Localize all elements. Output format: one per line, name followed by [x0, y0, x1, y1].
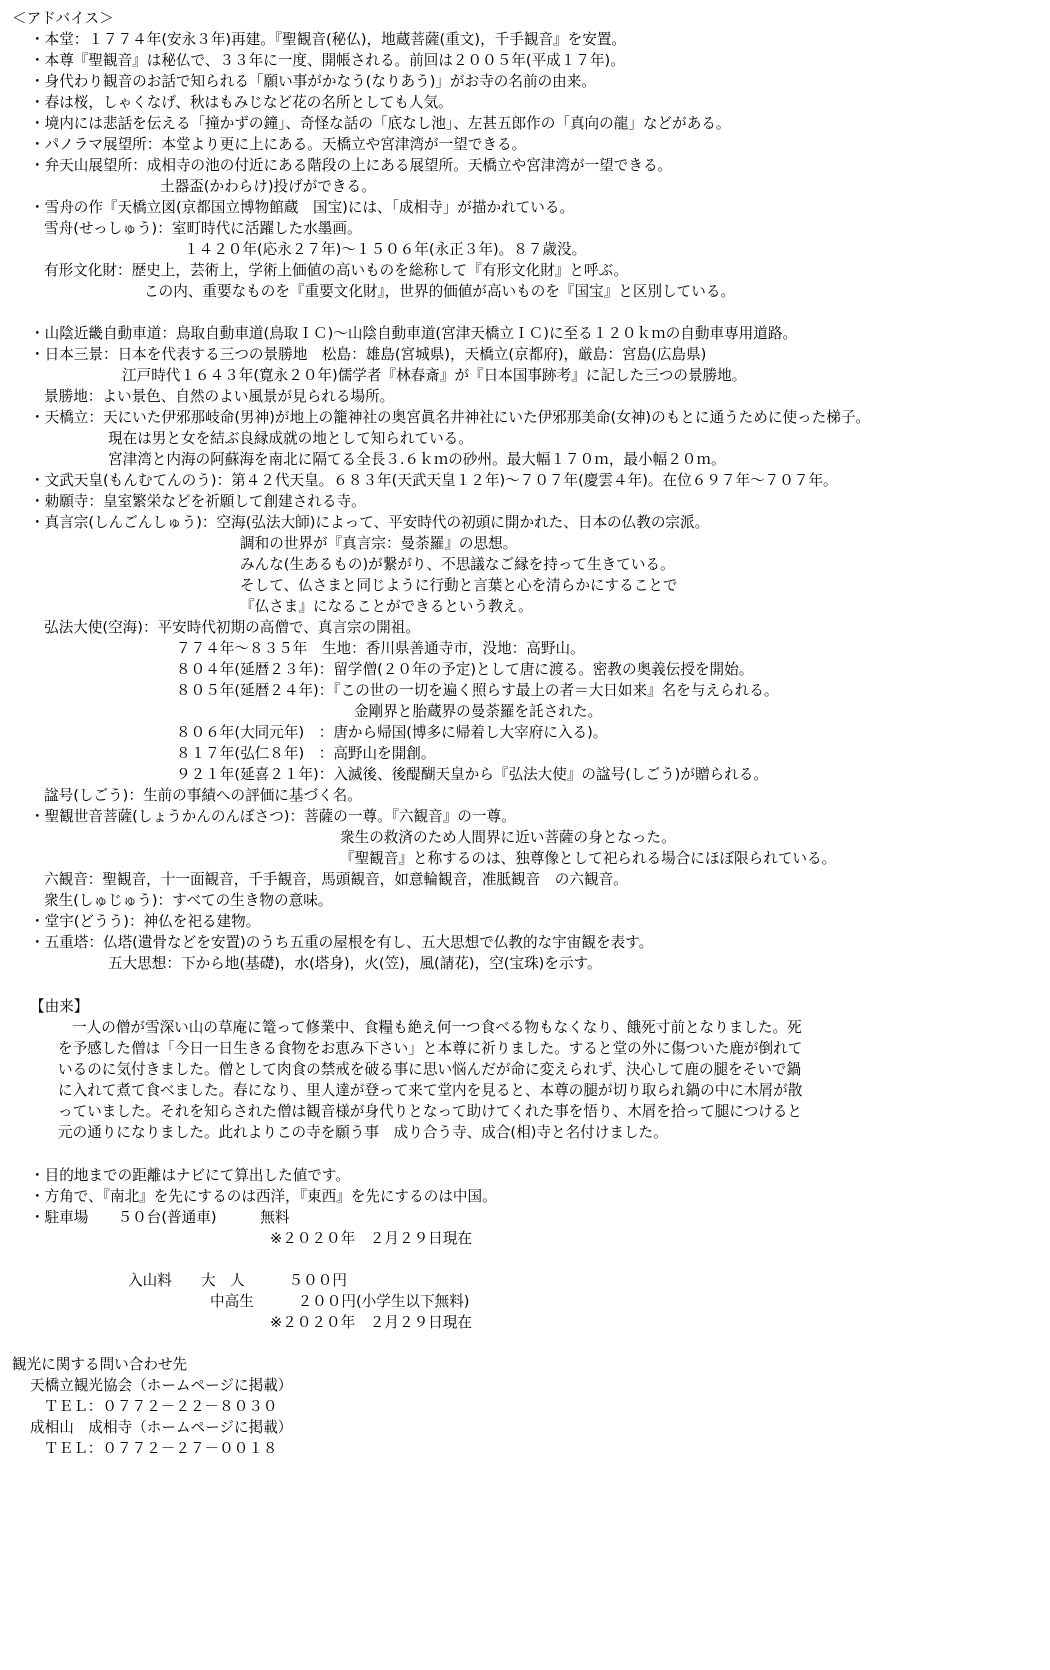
contact-heading: 観光に関する問い合わせ先	[12, 1356, 188, 1373]
advice-line: 諡号(しごう)：生前の事績への評価に基づく名。	[44, 787, 362, 804]
advice-line: ・身代わり観音のお話で知られる「願い事がかなう(なりあう)」がお寺の名前の由来。	[30, 73, 596, 90]
advice-line: ８０４年(延暦２３年)：留学僧(２０年の予定)として唐に渡る。密教の奥義伝授を開始。	[176, 661, 754, 678]
advice-line: ・パノラマ展望所：本堂より更に上にある。天橋立や宮津湾が一望できる。	[30, 136, 527, 153]
advice-line: 『聖観音』と称するのは、独尊像として祀られる場合にほぼ限られている。	[340, 850, 837, 867]
origin-line: を予感した僧は「今日一日生きる食物をお恵み下さい」と本尊に祈りました。すると堂の外に傷ついた鹿が倒れて	[58, 1040, 803, 1057]
advice-line: ・五重塔：仏塔(遺骨などを安置)のうち五重の屋根を有し、五大思想で仏教的な宇宙観を表す。	[30, 934, 654, 951]
advice-line: ・日本三景：日本を代表する三つの景勝地 松島：雄島(宮城県)，天橋立(京都府)，厳島：宮島(広島県)	[30, 346, 707, 363]
advice-line: みんな(生あるもの)が繋がり、不思議なご縁を持って生きている。	[240, 556, 675, 573]
advice-line: ７７４年～８３５年 生地：香川県善通寺市，没地：高野山。	[176, 640, 585, 657]
admission-adult-line: 入山料 大 人 ５００円	[128, 1272, 347, 1289]
advice-line: ・雪舟の作『天橋立図(京都国立博物館蔵 国宝)には、「成相寺」が描かれている。	[30, 199, 575, 216]
advice-line: 六観音：聖観音，十一面観音，千手観音，馬頭観音，如意輪観音，准胝観音 の六観音。	[44, 871, 628, 888]
advice-line: ８０６年(大同元年) ：唐から帰国(博多に帰着し大宰府に入る)。	[176, 724, 608, 741]
advice-line: ・天橋立：天にいた伊邪那岐命(男神)が地上の籠神社の奥宮眞名井神社にいた伊邪那美命(女神)のもとに通うために使った梯子。	[30, 409, 871, 426]
advice-line: 宮津湾と内海の阿蘇海を南北に隔てる全長３.６ｋｍの砂州。最大幅１７０ｍ，最小幅２０ｍ。	[108, 451, 726, 468]
origin-line: 元の通りになりました。此れよりこの寺を願う事 成り合う寺、成合(相)寺と名付けました。	[58, 1124, 668, 1141]
advice-line: ・本尊『聖観音』は秘仏で、３３年に一度、開帳される。前回は２００５年(平成１７年)。	[30, 52, 625, 69]
advice-line: ・文武天皇(もんむてんのう)：第４２代天皇。６８３年(天武天皇１２年)～７０７年(慶雲４年)。在位６９７年～７０７年。	[30, 472, 838, 489]
advice-line: 有形文化財：歴史上，芸術上，学術上価値の高いものを総称して『有形文化財』と呼ぶ。	[44, 262, 629, 279]
advice-line: 五大思想：下から地(基礎)，水(塔身)，火(笠)，風(請花)，空(宝珠)を示す。	[108, 955, 602, 972]
contact-phone: ＴＥＬ：０７７２－２７－００１８	[44, 1440, 278, 1457]
origin-line: 一人の僧が雪深い山の草庵に篭って修業中、食糧も絶え何一つ食べる物もなくなり、餓死寸前となりました。死	[72, 1019, 802, 1036]
contact-org: 天橋立観光協会（ホームページに掲載）	[30, 1377, 293, 1394]
advice-line: ８０５年(延暦２４年)：『この世の一切を遍く照らす最上の者＝大日如来』名を与えられる。	[176, 682, 779, 699]
advice-line: そして、仏さまと同じように行動と言葉と心を清らかにすることで	[240, 577, 678, 594]
parking-line: ・駐車場 ５０台(普通車) 無料	[30, 1209, 290, 1226]
contact-org: 成相山 成相寺（ホームページに掲載）	[30, 1419, 293, 1436]
advice-line: １４２０年(応永２７年)～１５０６年(永正３年)。８７歳没。	[184, 241, 587, 258]
contact-phone: ＴＥＬ：０７７２－２２－８０３０	[44, 1398, 278, 1415]
advice-line: 江戸時代１６４３年(寛永２０年)儒学者『林春斎』が『日本国事跡考』に記した三つの景勝地。	[122, 367, 747, 384]
advice-heading: ＜アドバイス＞	[12, 10, 114, 27]
advice-line: ・境内には悲話を伝える「撞かずの鐘」、奇怪な話の「底なし池」、左甚五郎作の「真向の龍」などがある。	[30, 115, 731, 132]
as-of-date: ※２０２０年 ２月２９日現在	[270, 1314, 472, 1331]
advice-line: 土器盃(かわらけ)投げができる。	[160, 178, 376, 195]
advice-line: 衆生(しゅじゅう)：すべての生き物の意味。	[44, 892, 333, 909]
advice-line: ・聖観世音菩薩(しょうかんのんぼさつ)：菩薩の一尊。『六観音』の一尊。	[30, 808, 516, 825]
advice-line: ・勅願寺：皇室繁栄などを祈願して創建される寺。	[30, 493, 366, 510]
advice-line: ・春は桜，しゃくなげ、秋はもみじなど花の名所としても人気。	[30, 94, 453, 111]
origin-line: っていました。それを知らされた僧は観音様が身代りとなって助けてくれた事を悟り、木屑を拾って腿につけると	[58, 1103, 802, 1120]
advice-line: 『仏さま』になることができるという教え。	[240, 598, 533, 615]
advice-line: 現在は男と女を結ぶ良縁成就の地として知られている。	[108, 430, 473, 447]
advice-line: ・弁天山展望所：成相寺の池の付近にある階段の上にある展望所。天橋立や宮津湾が一望できる。	[30, 157, 673, 174]
advice-line: ８１７年(弘仁８年) ：高野山を開創。	[176, 745, 436, 762]
note-line: ・目的地までの距離はナビにて算出した値です。	[30, 1167, 350, 1184]
advice-line: 金剛界と胎蔵界の曼荼羅を託された。	[354, 703, 603, 720]
origin-line: いるのに気付きました。僧として肉食の禁戒を破る事に思い悩んだが命に変えられず、決心して鹿の腿をそいで鍋	[58, 1061, 802, 1078]
advice-line: 調和の世界が『真言宗：曼荼羅』の思想。	[240, 535, 518, 552]
advice-line: ・真言宗(しんごんしゅう)：空海(弘法大師)によって、平安時代の初頭に開かれた、日本の仏教の宗派。	[30, 514, 710, 531]
advice-line: 弘法大使(空海)：平安時代初期の高僧で、真言宗の開祖。	[44, 619, 420, 636]
note-line: ・方角で、『南北』を先にするのは西洋，『東西』を先にするのは中国。	[30, 1188, 497, 1205]
advice-line: 衆生の救済のため人間界に近い菩薩の身となった。	[340, 829, 676, 846]
advice-line: この内、重要なものを『重要文化財』，世界的価値が高いものを『国宝』と区別している。	[144, 283, 736, 300]
advice-line: ９２１年(延喜２１年)：入滅後、後醍醐天皇から『弘法大使』の諡号(しごう)が贈られる。	[176, 766, 768, 783]
origin-line: に入れて煮て食べました。春になり、里人達が登って来て堂内を見ると、本尊の腿が切り取られ鍋の中に木屑が散	[58, 1082, 803, 1099]
advice-line: ・山陰近畿自動車道：鳥取自動車道(鳥取ＩＣ)～山陰自動車道(宮津天橋立ＩＣ)に至る１２０ｋｍの自動車専用道路。	[30, 325, 798, 342]
advice-line: 景勝地：よい景色、自然のよい風景が見られる場所。	[44, 388, 395, 405]
advice-line: ・本堂：１７７４年(安永３年)再建。『聖観音(秘仏)，地蔵菩薩(重文)，千手観音』を安置。	[30, 31, 627, 48]
as-of-date: ※２０２０年 ２月２９日現在	[270, 1230, 472, 1247]
admission-student-line: 中高生 ２００円(小学生以下無料)	[210, 1293, 470, 1310]
advice-line: 雪舟(せっしゅう)：室町時代に活躍した水墨画。	[44, 220, 362, 237]
origin-heading: 【由来】	[30, 998, 89, 1015]
advice-line: ・堂宇(どうう)：神仏を祀る建物。	[30, 913, 261, 930]
